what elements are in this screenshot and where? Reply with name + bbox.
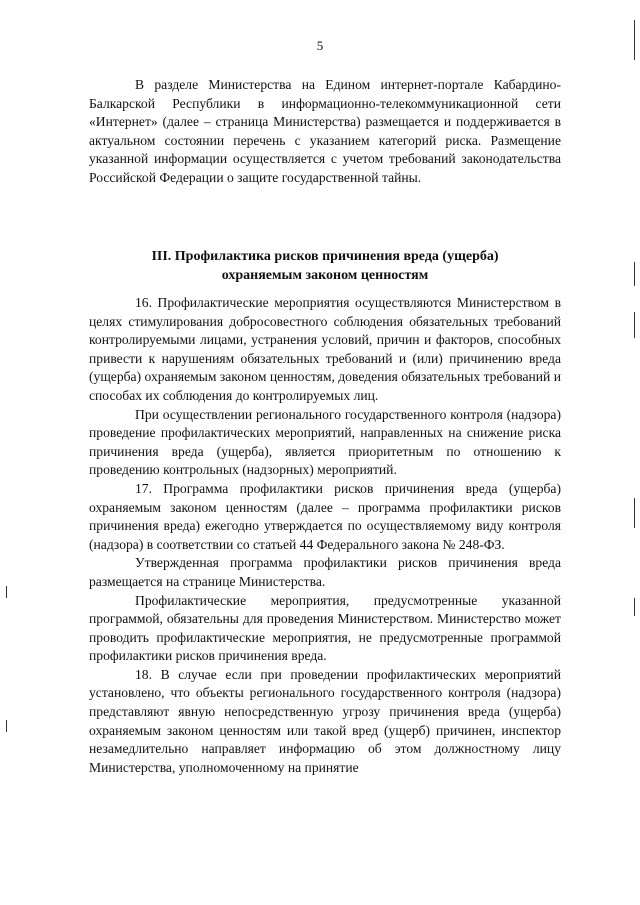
section-heading-line-2: охраняемым законом ценностям	[221, 267, 429, 283]
intro-block	[89, 76, 561, 188]
intro-paragraph: В разделе Министерства на Едином интернет-портале Кабардино-Балкарской Республики в информационно-телекоммуникационной сети «Интернет» (далее – страница Министерства) размещается и поддерживается в актуальном состоянии перечень с указанием категорий риска. Размещение указанной информации осуществляется с учетом требований законодательства Российской Федерации о защите государственной тайны.	[89, 77, 561, 185]
paragraph-16: 16. Профилактические мероприятия осуществляются Министерством в целях стимулирования добросовестного соблюдения обязательных требований контролируемыми лицами, устранения условий, причин и факторов, способных привести к нарушениям обязательных требований и (или) причинению вреда (ущерба) охраняемым законом ценностям, доведения обязательных требований и способах их соблюдения до контролируемых лиц.	[89, 295, 561, 403]
paragraph-18: 18. В случае если при проведении профилактических мероприятий установлено, что объекты регионального государственного контроля (надзора) представляют явную непосредственную угрозу причинения вреда (ущерба) охраняемым законом ценностям или такой вред (ущерб) причинен, инспектор незамедлительно направляет информацию об этом должностному лицу Министерства, уполномоченному на принятие	[89, 666, 561, 775]
scan-edge-line	[6, 720, 7, 732]
section-heading-line-1: III. Профилактика рисков причинения вреда (ущерба)	[151, 249, 499, 264]
paragraph-17-cont: Утвержденная программа профилактики рисков причинения вреда размещается на странице Министерства.	[89, 555, 561, 589]
scan-edge-line	[634, 498, 635, 528]
scan-edge-line	[634, 20, 635, 60]
paragraph-17-events: Профилактические мероприятия, предусмотренные указанной программой, обязательны для проведения Министерством. Министерство может проводить профилактические мероприятия, не предусмотренные программой профилактики рисков причинения вреда.	[89, 592, 561, 664]
scan-edge-line	[634, 312, 635, 338]
scan-edge-line	[634, 262, 635, 286]
section-heading	[89, 248, 561, 285]
scan-edge-line	[634, 598, 635, 616]
scan-edge-line	[6, 586, 7, 598]
section-body	[89, 294, 561, 777]
paragraph-17: 17. Программа профилактики рисков причинения вреда (ущерба) охраняемым законом ценностям (далее – программа профилактики рисков причинения вреда) ежегодно утверждается по осуществляемому виду контроля (надзора) в соответствии со статьей 44 Федерального закона № 248-ФЗ.	[89, 480, 561, 552]
page-number: 5	[316, 38, 324, 53]
paragraph-16-cont: При осуществлении регионального государственного контроля (надзора) проведение профилактических мероприятий, направленных на снижение риска причинения вреда (ущерба), является приоритетным по отношению к проведению контрольных (надзорных) мероприятий.	[89, 406, 561, 478]
